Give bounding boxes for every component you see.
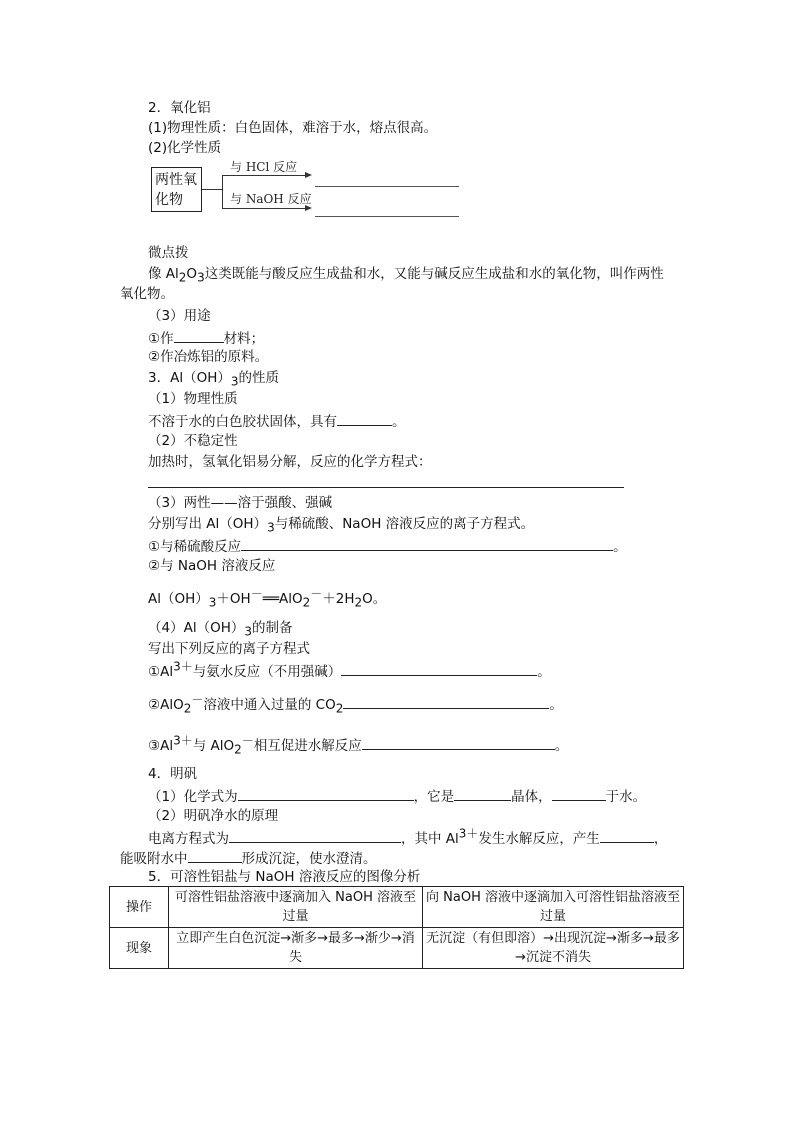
table-cell-col1: 立即产生白色沉淀→渐多→最多→渐少→消失 bbox=[169, 928, 423, 969]
use-item-2: ②作冶炼铝的原料。 bbox=[148, 349, 269, 365]
prep-reaction-2: ②AlO$_2$－溶液中通入过量的 $CO_2$ 。 bbox=[148, 692, 563, 716]
table-row bbox=[110, 887, 684, 928]
table-label-phenomenon: 现象 bbox=[110, 928, 169, 969]
s3-preparation-text: 写出下列反应的离子方程式 bbox=[148, 641, 310, 657]
impurity-blank[interactable] bbox=[188, 848, 242, 863]
reaction-sulfuric: ①与稀硫酸反应 。 bbox=[148, 536, 627, 556]
s3-instability-heading: （2）不稳定性 bbox=[148, 433, 238, 449]
use-item-1: ①作 材料； bbox=[148, 328, 264, 348]
prep-reaction-1: $①Al^{3+}$与氨水反应（不用强碱） 。 bbox=[148, 659, 551, 680]
decomposition-equation-blank[interactable] bbox=[148, 487, 624, 488]
alum-ionization-line: 电离方程式为 ，其中 $Al^{3+}$发生水解反应，产生 ， bbox=[148, 826, 668, 847]
physical-properties: (1)物理性质：白色固体，难溶于水，熔点很高。 bbox=[148, 120, 438, 136]
section4-title: 4．明矾 bbox=[148, 766, 198, 782]
prep1-equation-blank[interactable] bbox=[341, 661, 537, 676]
section2-title: 2．氧化铝 bbox=[148, 100, 211, 116]
naoh-answer-blank bbox=[315, 216, 459, 217]
naoh-reaction-label: 与 NaOH 反应 bbox=[230, 192, 312, 206]
diagram-connector bbox=[202, 189, 222, 190]
naoh-ionic-equation: $Al(OH)_3+OH^-══AlO_2^-+2H_2O$。 bbox=[148, 586, 387, 610]
prep3-equation-blank[interactable] bbox=[362, 735, 555, 750]
tip-text: 像 $Al_2O_3$这类既能与酸反应生成盐和水，又能与碱反应生成盐和水的氧化物，叫作两性 bbox=[148, 266, 664, 285]
alum-principle-heading: （2）明矾净水的原理 bbox=[148, 808, 279, 824]
ionization-blank[interactable] bbox=[229, 828, 401, 843]
s3-amphoteric-text: 分别写出 $Al(OH)_3$与稀硫酸、NaOH 溶液反应的离子方程式。 bbox=[148, 516, 535, 535]
comparison-table bbox=[109, 886, 684, 969]
amphoteric-oxide-box bbox=[151, 167, 202, 212]
tip-title: 微点拨 bbox=[148, 245, 189, 261]
alum-formula-line: （1）化学式为 ，它是 晶体， 于水。 bbox=[148, 786, 646, 806]
box-line-1: 两性氧 bbox=[155, 172, 197, 188]
formula-blank[interactable] bbox=[238, 786, 414, 801]
prep-reaction-3: $③Al^{3+}$与 AlO$_2$－相互促进水解反应 。 bbox=[148, 733, 569, 757]
s3-instability-text: 加热时，氢氧化铝易分解，反应的化学方程式： bbox=[148, 454, 432, 470]
hcl-reaction-label: 与 HCl 反应 bbox=[230, 160, 298, 174]
table-header-col2: 向 NaOH 溶液中逐滴加入可溶性铝盐溶液至过量 bbox=[423, 887, 684, 928]
section3-title: 3．$Al(OH)_3$的性质 bbox=[148, 370, 279, 389]
section5-title: 5．可溶性铝盐与 NaOH 溶液反应的图像分析 bbox=[148, 869, 421, 885]
s3-physical-heading: （1）物理性质 bbox=[148, 391, 238, 407]
table-cell-col2: 无沉淀（有但即溶）→出现沉淀→渐多→最多→沉淀不消失 bbox=[423, 928, 684, 969]
s3-physical-text: 不溶于水的白色胶状固体，具有 。 bbox=[148, 411, 406, 431]
crystal-type-blank[interactable] bbox=[454, 786, 511, 801]
uses-heading: （3）用途 bbox=[148, 308, 211, 324]
box-line-2: 化物 bbox=[155, 192, 183, 208]
prep2-equation-blank[interactable] bbox=[343, 694, 549, 709]
material-blank[interactable] bbox=[174, 328, 224, 343]
hydrolysis-product-blank[interactable] bbox=[600, 828, 654, 843]
table-header-col1: 可溶性铝盐溶液中逐滴加入 NaOH 溶液至过量 bbox=[169, 887, 423, 928]
table-row bbox=[110, 928, 684, 969]
upper-arrowhead-icon bbox=[305, 172, 312, 178]
diagram-branch bbox=[222, 175, 223, 208]
lower-arrow-line bbox=[222, 208, 308, 209]
chemical-properties-heading: (2)化学性质 bbox=[148, 140, 222, 156]
table-header-operation: 操作 bbox=[110, 887, 169, 928]
hcl-answer-blank bbox=[315, 186, 459, 187]
tip-text-line2: 氧化物。 bbox=[120, 286, 174, 302]
upper-arrow-line bbox=[222, 175, 308, 176]
s3-amphoteric-heading: （3）两性——溶于强酸、强碱 bbox=[148, 495, 333, 511]
property-blank[interactable] bbox=[337, 411, 392, 426]
sulfuric-equation-blank[interactable] bbox=[241, 536, 613, 551]
alum-adsorption-line: 能吸附水中 形成沉淀，使水澄清。 bbox=[120, 848, 377, 868]
solubility-blank[interactable] bbox=[552, 786, 606, 801]
s3-preparation-heading: $(4)Al(OH)_3$的制备 bbox=[148, 620, 293, 639]
reaction-naoh: ②与 NaOH 溶液反应 bbox=[148, 558, 276, 574]
